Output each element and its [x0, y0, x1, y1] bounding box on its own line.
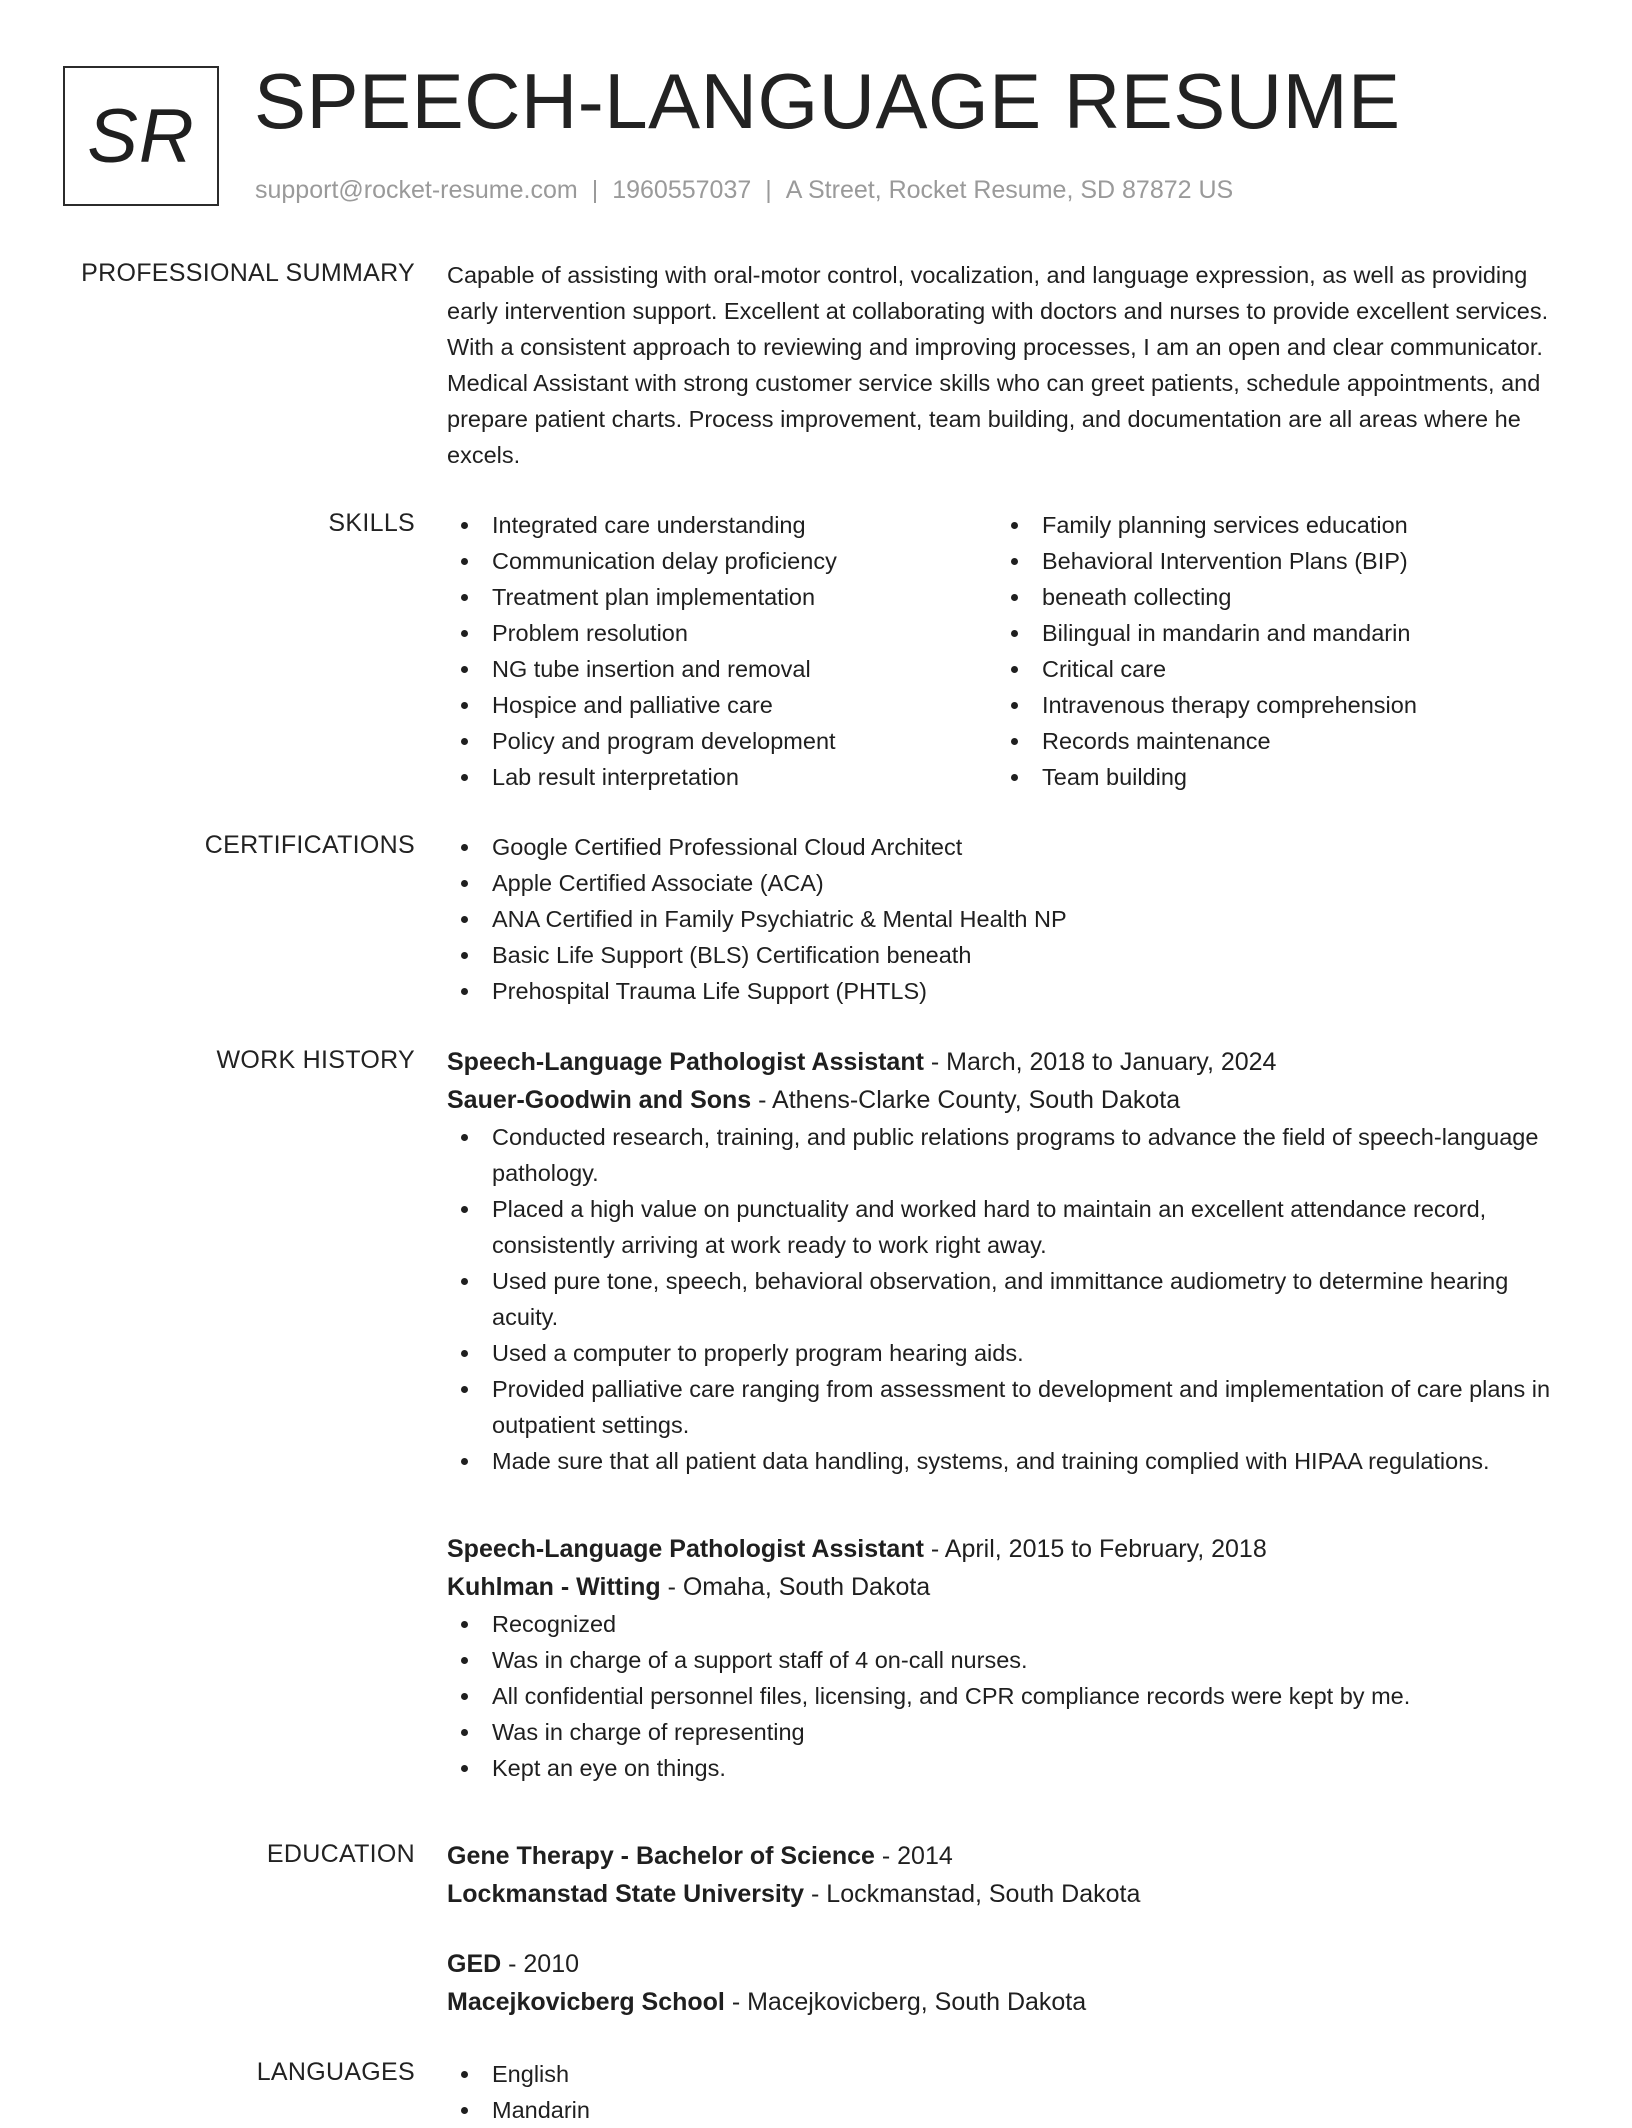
list-item: Used a computer to properly program hearing aids. — [447, 1335, 1562, 1371]
contact-phone[interactable]: 1960557037 — [612, 176, 752, 204]
list-item: Provided palliative care ranging from assessment to development and implementation of care plans in outpatient settings. — [447, 1371, 1562, 1443]
education-location: - Macejkovicberg, South Dakota — [724, 1988, 1087, 2016]
list-item: Placed a high value on punctuality and worked hard to maintain an excellent attendance record, consistently arriving at work ready to work right away. — [447, 1191, 1562, 1263]
list-item: ANA Certified in Family Psychiatric & Mental Health NP — [447, 901, 1562, 937]
list-item: Basic Life Support (BLS) Certification beneath — [447, 937, 1562, 973]
section-label-skills: SKILLS — [328, 509, 415, 537]
list-item: Recognized — [447, 1606, 1562, 1642]
job-dates: - March, 2018 to January, 2024 — [923, 1048, 1277, 1076]
education-entry — [447, 1945, 1562, 2021]
education-degree-line — [447, 1945, 1562, 1983]
languages-body — [447, 2056, 1562, 2128]
work-history-body — [447, 1043, 1562, 1479]
job-company-line — [447, 1081, 1562, 1119]
contact-email[interactable]: support@rocket-resume.com — [255, 176, 578, 204]
job-duties-list — [447, 1119, 1562, 1479]
list-item: Intravenous therapy comprehension — [997, 687, 1547, 723]
job-title: Speech-Language Pathologist Assistant — [447, 1048, 924, 1076]
languages-list — [447, 2056, 1562, 2128]
job-company-line — [447, 1568, 1562, 1606]
certifications-list — [447, 829, 1562, 1009]
section-label-languages: LANGUAGES — [256, 2058, 415, 2086]
list-item: Used pure tone, speech, behavioral observation, and immittance audiometry to determine hearing acuity. — [447, 1263, 1562, 1335]
list-item: Was in charge of representing — [447, 1714, 1562, 1750]
education-degree: Gene Therapy - Bachelor of Science — [447, 1842, 875, 1870]
resume-title: SPEECH-LANGUAGE RESUME — [254, 57, 1401, 145]
list-item: Family planning services education — [997, 507, 1547, 543]
list-item: Prehospital Trauma Life Support (PHTLS) — [447, 973, 1562, 1009]
education-year: - 2014 — [874, 1842, 953, 1870]
list-item: beneath collecting — [997, 579, 1547, 615]
education-year: - 2010 — [501, 1950, 580, 1978]
job-dates: - April, 2015 to February, 2018 — [923, 1535, 1267, 1563]
list-item: Communication delay proficiency — [447, 543, 997, 579]
education-school: Lockmanstad State University — [447, 1880, 805, 1908]
skills-list-left — [447, 507, 997, 795]
list-item: Policy and program development — [447, 723, 997, 759]
list-item: Was in charge of a support staff of 4 on-call nurses. — [447, 1642, 1562, 1678]
monogram-logo: SR — [63, 66, 219, 206]
job-title: Speech-Language Pathologist Assistant — [447, 1535, 924, 1563]
section-label-work-history: WORK HISTORY — [216, 1046, 415, 1074]
education-location: - Lockmanstad, South Dakota — [804, 1880, 1141, 1908]
section-label-education: EDUCATION — [266, 1840, 415, 1868]
job-title-line — [447, 1043, 1562, 1081]
list-item: NG tube insertion and removal — [447, 651, 997, 687]
list-item: Google Certified Professional Cloud Architect — [447, 829, 1562, 865]
job-entry — [447, 1043, 1562, 1479]
job-company: Sauer-Goodwin and Sons — [447, 1086, 752, 1114]
job-duties-list — [447, 1606, 1562, 1786]
job-location: - Athens-Clarke County, South Dakota — [751, 1086, 1181, 1114]
certifications-body — [447, 829, 1562, 1009]
summary-text: Capable of assisting with oral-motor control, vocalization, and language expression, as well as providing early intervention support. Excellent at collaborating with doctors and nurses to provide excellent services. With a consistent approach to reviewing and improving processes, I am an open and clear communicator. Medical Assistant with strong customer service skills who can greet patients, schedule appointments, and prepare patient charts. Process improvement, team building, and documentation are all areas where he excels. — [447, 262, 1549, 468]
education-school-line — [447, 1875, 1562, 1913]
list-item: Conducted research, training, and public relations programs to advance the field of speech-language pathology. — [447, 1119, 1562, 1191]
list-item: Problem resolution — [447, 615, 997, 651]
education-school-line — [447, 1983, 1562, 2021]
education-degree-line — [447, 1837, 1562, 1875]
education-degree: GED — [447, 1950, 502, 1978]
list-item: Bilingual in mandarin and mandarin — [997, 615, 1547, 651]
section-label-summary: PROFESSIONAL SUMMARY — [81, 259, 415, 287]
contact-address: A Street, Rocket Resume, SD 87872 US — [785, 176, 1234, 204]
contact-separator: | — [591, 176, 599, 204]
section-label-certifications: CERTIFICATIONS — [204, 831, 415, 859]
contact-line — [255, 176, 1233, 205]
list-item: Integrated care understanding — [447, 507, 997, 543]
list-item: Records maintenance — [997, 723, 1547, 759]
list-item: Mandarin — [447, 2092, 1562, 2128]
list-item: Critical care — [997, 651, 1547, 687]
list-item: English — [447, 2056, 1562, 2092]
list-item: Hospice and palliative care — [447, 687, 997, 723]
job-entry — [447, 1530, 1562, 1786]
job-location: - Omaha, South Dakota — [660, 1573, 931, 1601]
list-item: Treatment plan implementation — [447, 579, 997, 615]
education-entry — [447, 1837, 1562, 1913]
list-item: All confidential personnel files, licensing, and CPR compliance records were kept by me. — [447, 1678, 1562, 1714]
skills-list-right — [997, 507, 1547, 795]
education-school: Macejkovicberg School — [447, 1988, 725, 2016]
list-item: Made sure that all patient data handling, systems, and training complied with HIPAA regulations. — [447, 1443, 1562, 1479]
work-history-body — [447, 1530, 1562, 1786]
list-item: Lab result interpretation — [447, 759, 997, 795]
contact-separator: | — [765, 176, 772, 204]
list-item: Apple Certified Associate (ACA) — [447, 865, 1562, 901]
job-title-line — [447, 1530, 1562, 1568]
skills-body — [447, 507, 1562, 795]
job-company: Kuhlman - Witting — [447, 1573, 661, 1601]
education-body — [447, 1837, 1562, 2021]
list-item: Behavioral Intervention Plans (BIP) — [997, 543, 1547, 579]
list-item: Kept an eye on things. — [447, 1750, 1562, 1786]
summary-body — [447, 257, 1562, 473]
list-item: Team building — [997, 759, 1547, 795]
